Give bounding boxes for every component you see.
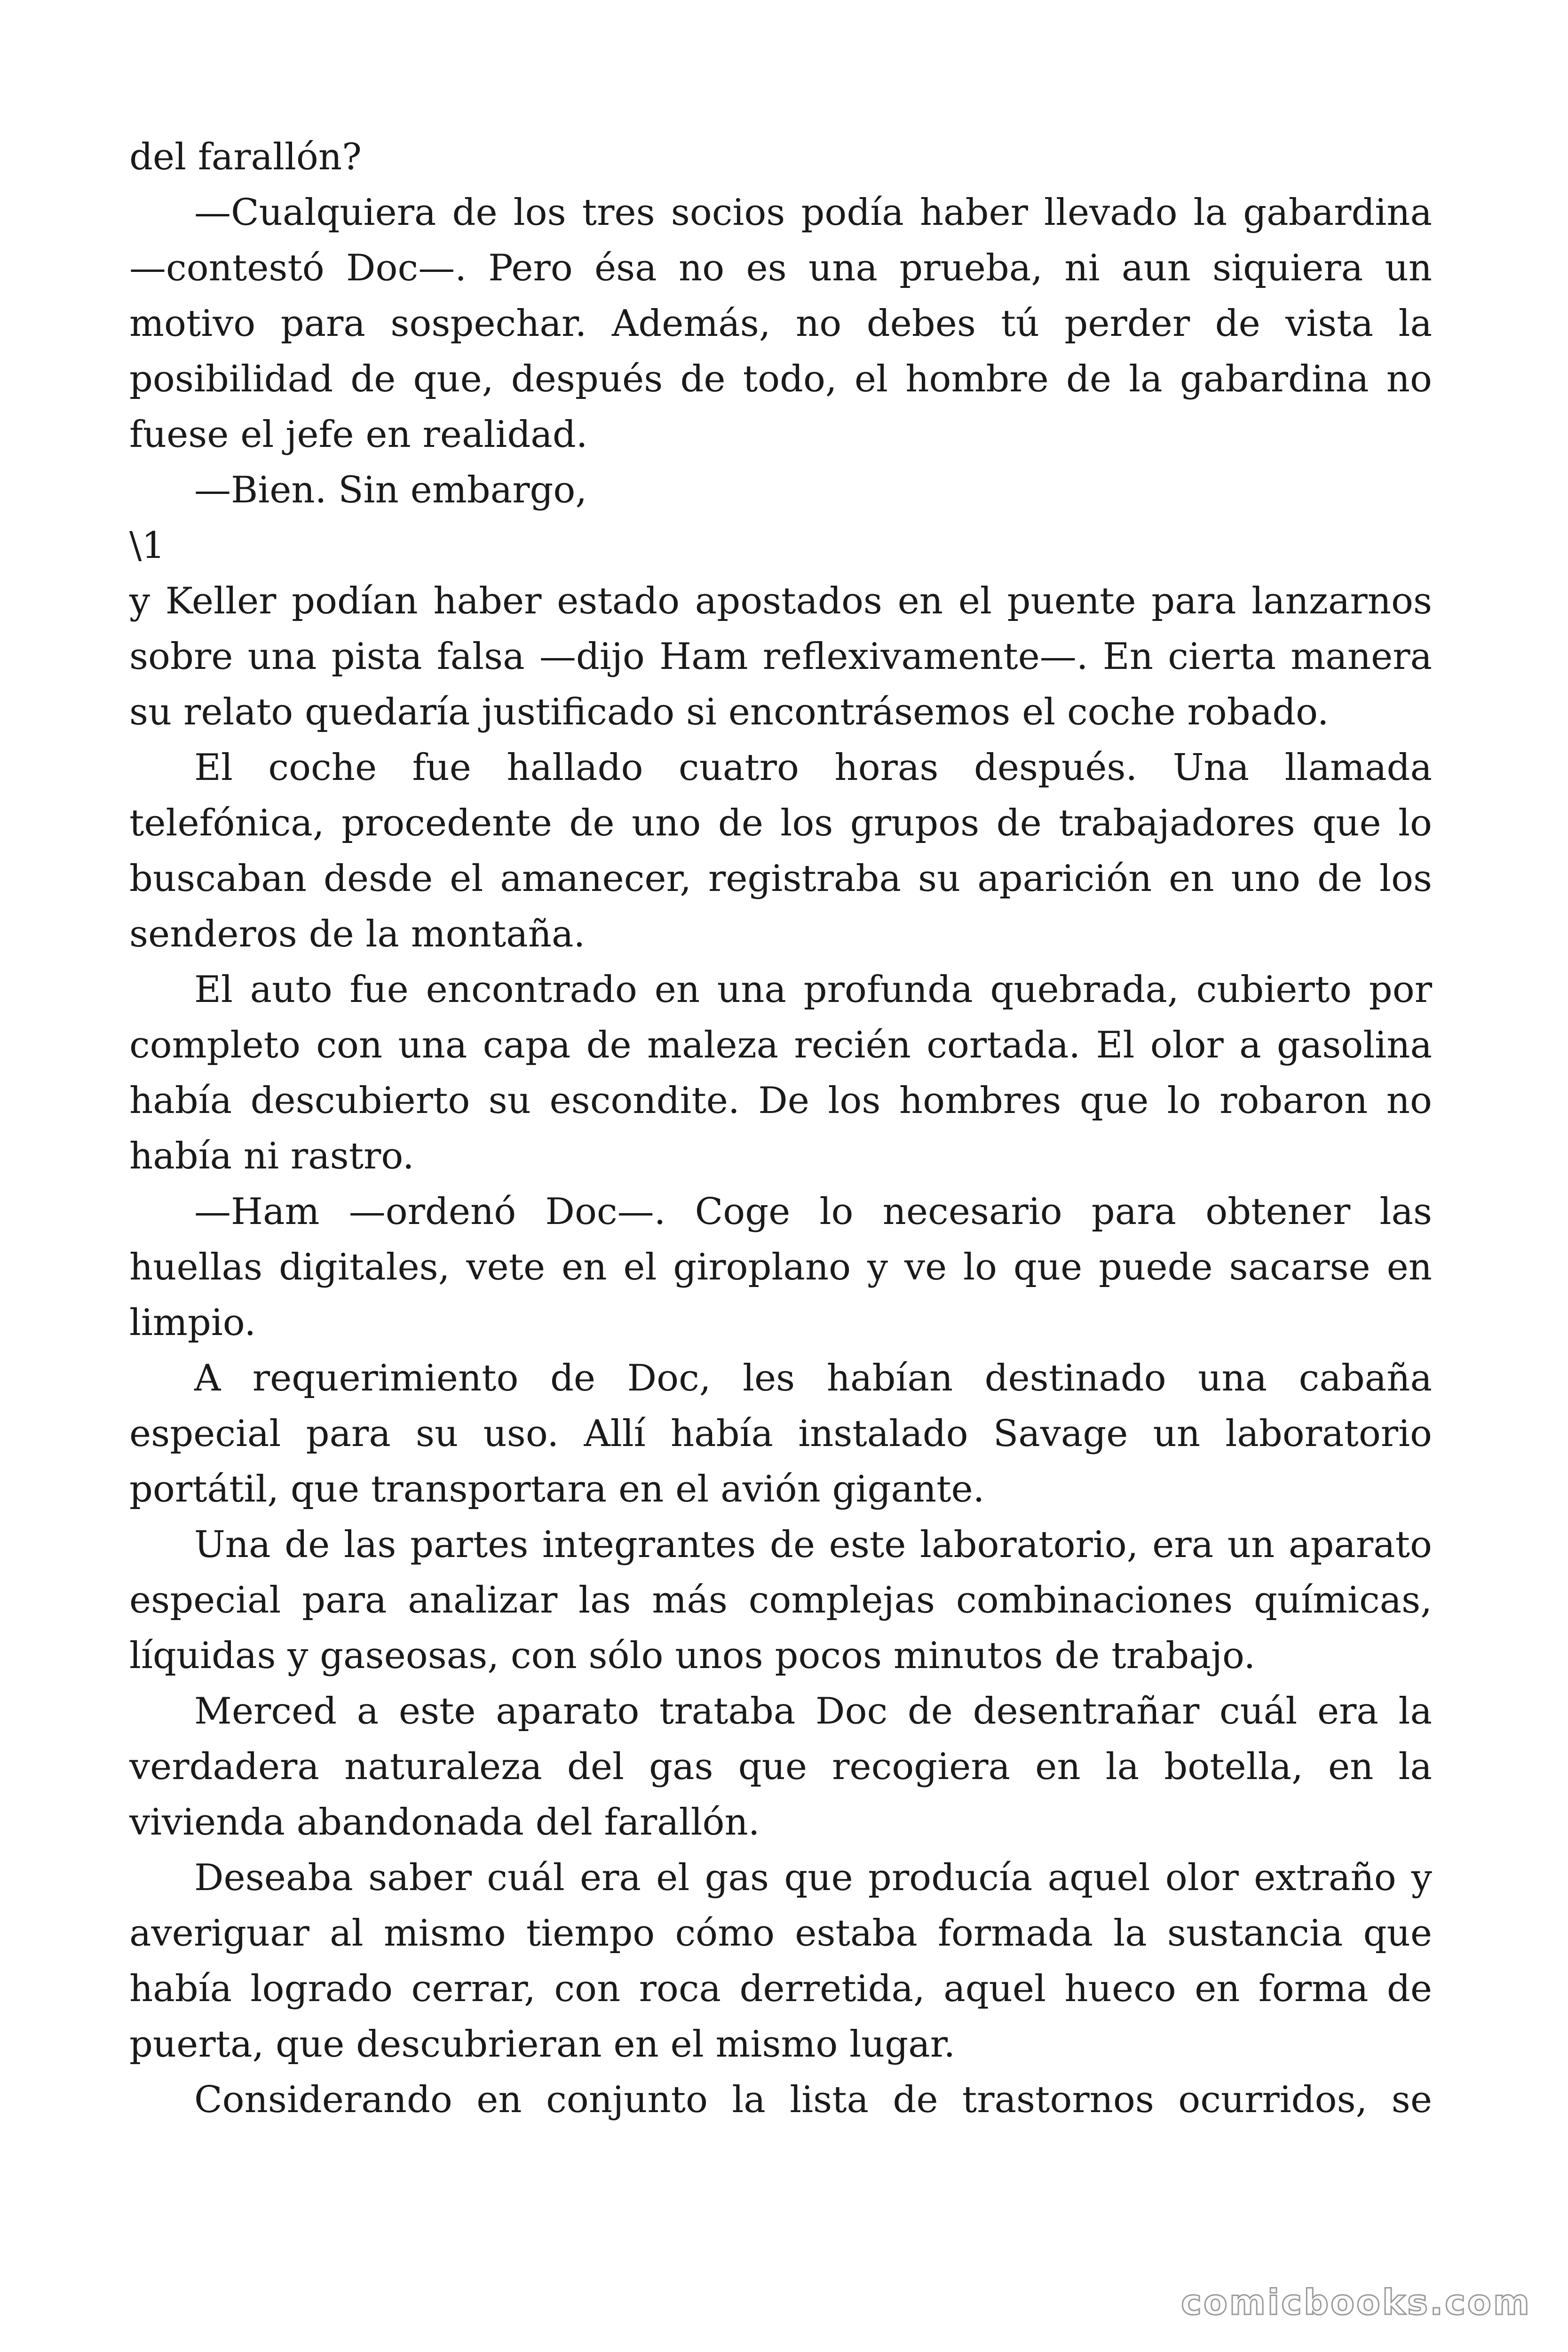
paragraph-10: Merced a este aparato trataba Doc de desentrañar cuál era la verdadera naturaleza del gas que recogiera en la botella, en la vivienda abandonada del farallón. (129, 1690, 1432, 1843)
paragraph-9: Una de las partes integrantes de este laboratorio, era un aparato especial para analizar las más complejas combinaciones químicas, líquidas y gaseosas, con sólo unos pocos minutos de trabajo. (129, 1524, 1432, 1677)
paragraph-8: A requerimiento de Doc, les habían destinado una cabaña especial para su uso. Allí había instalado Savage un laboratorio portátil, que transportara en el avión gigante. (129, 1357, 1432, 1510)
paragraph-11: Deseaba saber cuál era el gas que producía aquel olor extraño y averiguar al mismo tiempo cómo estaba formada la sustancia que había logrado cerrar, con roca derretida, aquel hueco en forma de puerta, que descubrieran en el mismo lugar. (129, 1857, 1432, 2066)
paragraph-0: del farallón? (129, 136, 362, 178)
paragraph-3: \1 (129, 524, 165, 567)
paragraph-4: y Keller podían haber estado apostados en el puente para lanzarnos sobre una pista falsa —dijo Ham reflexivamente—. En cierta manera su relato quedaría justificado si encontrásemos el coche robado. (129, 580, 1432, 733)
paragraph-1: —Cualquiera de los tres socios podía haber llevado la gabardina —contestó Doc—. Pero ésa no es una prueba, ni aun siquiera un motivo para sospechar. Además, no debes tú perder de vista la posibilidad de que, después de todo, el hombre de la gabardina no fuese el jefe en realidad. (129, 191, 1432, 456)
page-body (129, 129, 1432, 2128)
paragraph-5: El coche fue hallado cuatro horas después. Una llamada telefónica, procedente de uno de los grupos de trabajadores que lo buscaban desde el amanecer, registraba su aparición en uno de los senderos de la montaña. (129, 747, 1432, 955)
watermark-text: comicbooks.com (1181, 2282, 1531, 2323)
paragraph-7: —Ham —ordenó Doc—. Coge lo necesario para obtener las huellas digitales, vete en el giroplano y ve lo que puede sacarse en limpio. (129, 1191, 1432, 1344)
paragraph-6: El auto fue encontrado en una profunda quebrada, cubierto por completo con una capa de maleza recién cortada. El olor a gasolina había descubierto su escondite. De los hombres que lo robaron no había ni rastro. (129, 969, 1432, 1177)
paragraph-12: Considerando en conjunto la lista de trastornos ocurridos, se (194, 2079, 1432, 2121)
paragraph-2: —Bien. Sin embargo, (194, 469, 587, 511)
